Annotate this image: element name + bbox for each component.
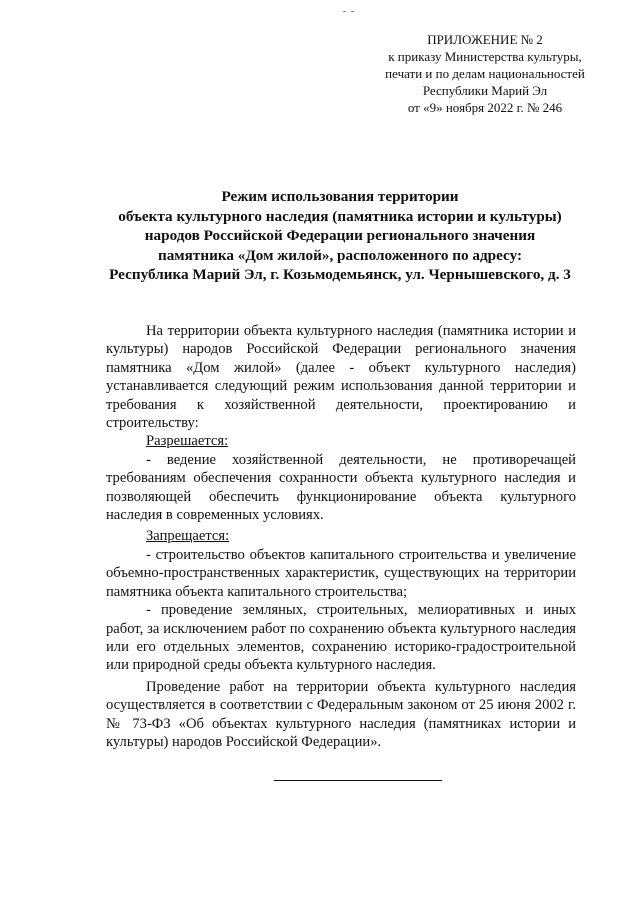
allowed-heading: Разрешается: — [146, 433, 229, 450]
appendix-order-line: к приказу Министерства культуры, — [388, 49, 582, 64]
closing-rule — [274, 780, 442, 781]
scan-mark: - - — [343, 6, 356, 17]
allowed-item: - ведение хозяйственной деятельности, не противоречащей требованиям обеспечения сохранности объекта культурного наследия и позволяющей обеспечить функционирование объекта культурного наследия в современных условиях. — [106, 451, 576, 524]
intro-paragraph: На территории объекта культурного наследия (памятника истории и культуры) народов Российской Федерации регионального значения памятника «Дом жилой» (далее - объект культурного наследия) устанавливается следующий режим использования данной территории и требования к хозяйственной деятельности, проектированию и строительству: — [106, 323, 576, 432]
document-body — [106, 322, 576, 751]
document-title — [60, 187, 620, 285]
appendix-ministry-line: печати и по делам национальностей — [385, 66, 585, 81]
title-line: Режим использования территории — [221, 188, 459, 205]
title-line: народов Российской Федерации регионального значения — [144, 227, 536, 245]
forbidden-item: - проведение земляных, строительных, мелиоративных и иных работ, за исключением работ по сохранению объекта культурного наследия или его отдельных элементов, сохранению историко-градостроительной или природной среды объекта культурного наследия. — [106, 602, 576, 674]
appendix-republic-line: Республики Марий Эл — [422, 83, 548, 98]
title-line: объекта культурного наследия (памятника истории и культуры) — [118, 207, 562, 225]
appendix-date-line: от «9» ноября 2022 г. № 246 — [407, 100, 563, 115]
title-line: памятника «Дом жилой», расположенного по адресу: — [157, 246, 523, 264]
forbidden-item: - строительство объектов капитального строительства и увеличение объемно-пространственных характеристик, существующих на территории памятника объекта капитального строительства; — [106, 546, 576, 600]
conclusion-paragraph: Проведение работ на территории объекта культурного наследия осуществляется в соответствии с Федеральным законом от 25 июня 2002 г. № 73-ФЗ «Об объектах культурного наследия (памятниках истории и культуры) народов Российской Федерации». — [106, 678, 576, 750]
forbidden-heading: Запрещается: — [146, 528, 230, 545]
appendix-header — [380, 31, 590, 116]
title-line: Республика Марий Эл, г. Козьмодемьянск, ул. Чернышевского, д. 3 — [109, 266, 571, 284]
appendix-number: ПРИЛОЖЕНИЕ № 2 — [427, 32, 543, 47]
